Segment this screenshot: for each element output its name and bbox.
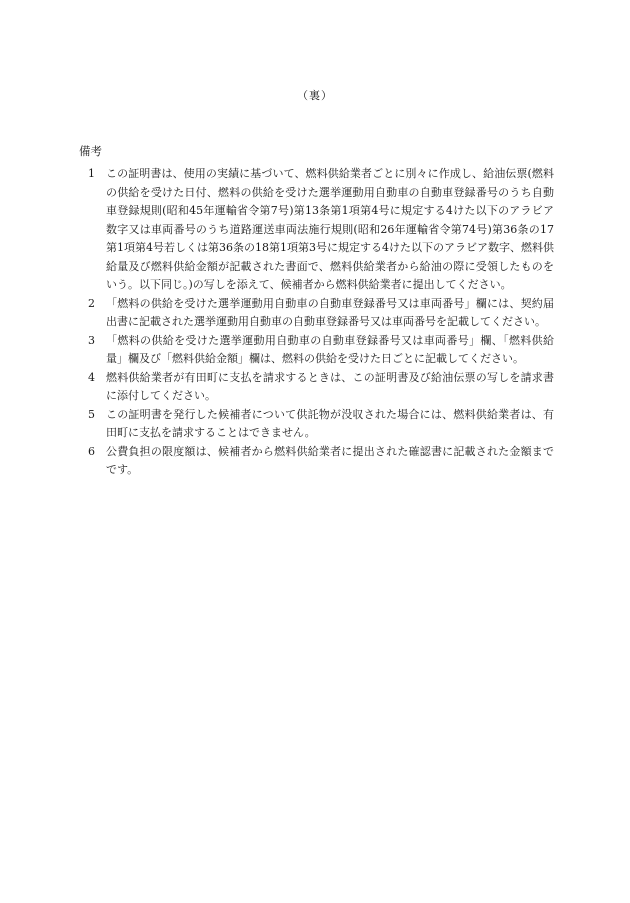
note-number: 6 — [88, 444, 95, 458]
note-text: 燃料供給業者が有田町に支払を請求するときは、この証明書及び給油伝票の写しを請求書に添付してください。 — [106, 370, 554, 402]
note-item-4 — [84, 369, 554, 406]
note-number: 2 — [88, 296, 95, 310]
note-number: 5 — [88, 407, 95, 421]
note-item-6 — [84, 443, 554, 480]
note-number: 3 — [88, 333, 95, 347]
note-text: この証明書を発行した候補者について供託物が没収された場合には、燃料供給業者は、有田町に支払を請求することはできません。 — [106, 407, 554, 439]
note-item-1 — [84, 165, 554, 295]
note-text: 「燃料の供給を受けた選挙運動用自動車の自動車登録番号又は車両番号」欄、「燃料供給量」欄及び「燃料供給金額」欄は、燃料の供給を受けた日ごとに記載してください。 — [106, 333, 554, 365]
note-number: 1 — [88, 167, 95, 180]
note-text: 公費負担の限度額は、候補者から燃料供給業者に提出された確認書に記載された金額までです。 — [106, 444, 554, 476]
note-item-3 — [84, 332, 554, 369]
note-item-5 — [84, 406, 554, 443]
notes-heading: 備考 — [79, 144, 102, 158]
note-item-2 — [84, 295, 554, 332]
note-number: 4 — [88, 370, 95, 384]
note-text: 「燃料の供給を受けた選挙運動用自動車の自動車登録番号又は車両番号」欄には、契約届出書に記載された選挙運動用自動車の自動車登録番号又は車両番号を記載してください。 — [106, 296, 554, 328]
page-side-label: （裏） — [297, 89, 333, 102]
notes-list — [84, 165, 554, 480]
note-text: この証明書は、使用の実績に基づいて、燃料供給業者ごとに別々に作成し、給油伝票(燃料の供給を受けた日付、燃料の供給を受けた選挙運動用自動車の自動車登録番号のうち自動車登録規則(昭和45年運輸省令第7号)第13条第1項第4号に規定する4けた以下のアラビア数字又は車両番号のうち道路運送車両法施行規則(昭和26年運輸省令第74号)第36条の17第1項第4号若しくは第36条の18第1項第3号に規定する4けた以下のアラビア数字、燃料供給量及び燃料供給金額が記載された書面で、燃料供給業者から給油の際に受領したものをいう。以下同じ。)の写しを添えて、候補者から燃料供給業者に提出してください。 — [106, 167, 554, 291]
